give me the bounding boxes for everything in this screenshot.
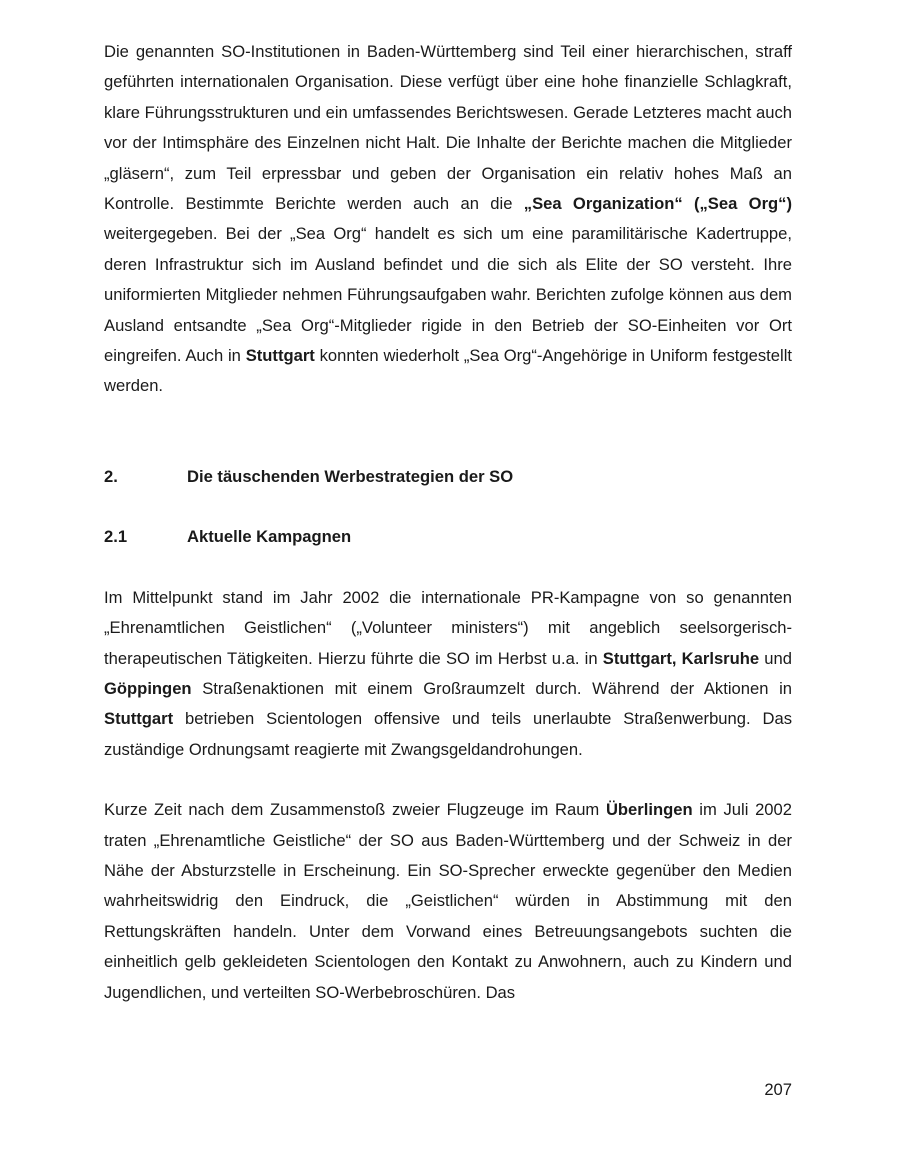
section-heading bbox=[104, 462, 792, 492]
bold-ueberlingen: Überlingen bbox=[605, 800, 693, 820]
bold-goeppingen: Göppingen bbox=[104, 678, 192, 698]
paragraph-sea-org: Die genannten SO-Institutionen in Baden-Württemberg sind Teil einer hierarchischen, straff geführten internationalen Organisation. Diese verfügt über eine hohe finanzielle Schlagkraft, klare Führungsstrukturen und ein umfassendes Berichtswesen. Gerade Letzteres macht auch vor der Intimsphäre des Einzelnen nicht Halt. Die Inhalte der Berichte machen die Mitglieder „gläsern“, zum Teil erpressbar und geben der Organisation ein relativ hohes Maß an Kontrolle. Bestimmte Berichte werden auch an die „Sea Organization“ („Sea Org“) weitergegeben. Bei der „Sea Org“ handelt es sich um eine paramilitärische Kadertruppe, deren Infrastruktur sich im Ausland befindet und die sich als Elite der SO versteht. Ihre uniformierten Mitglieder nehmen Führungsaufgaben wahr. Berichten zufolge können aus dem Ausland entsandte „Sea Org“-Mitglieder rigide in den Betrieb der SO-Einheiten vor Ort eingreifen. Auch in Stuttgart konnten wiederholt „Sea Org“-Angehörige in Uniform festgestellt werden. bbox=[104, 42, 792, 396]
bold-stuttgart: Stuttgart bbox=[245, 346, 315, 366]
document-page bbox=[104, 37, 792, 1008]
section-title: Die täuschenden Werbestrategien der SO bbox=[187, 466, 514, 486]
paragraph-campaign: Im Mittelpunkt stand im Jahr 2002 die internationale PR-Kampagne von so genannten „Ehrenamtlichen Geistlichen“ („Volunteer ministers“) mit angeblich seelsorgerisch-therapeutischen Tätigkeiten. Hierzu führte die SO im Herbst u.a. in Stuttgart, Karlsruhe und Göppingen Straßenaktionen mit einem Großraumzelt durch. Während der Aktionen in Stuttgart betrieben Scientologen offensive und teils unerlaubte Straßenwerbung. Das zuständige Ordnungsamt reagierte mit Zwangsgeldandrohungen. bbox=[104, 587, 792, 759]
paragraph-ueberlingen: Kurze Zeit nach dem Zusammenstoß zweier Flugzeuge im Raum Überlingen im Juli 2002 traten „Ehrenamtliche Geistliche“ der SO aus Baden-Württemberg und der Schweiz in der Nähe der Absturzstelle in Erscheinung. Ein SO-Sprecher erweckte gegenüber den Medien wahrheitswidrig den Eindruck, die „Geistlichen“ würden in Abstimmung mit den Rettungskräften handeln. Unter dem Vorwand eines Betreuungsangebots suchten die einheitlich gelb gekleideten Scientologen den Kontakt zu Anwohnern, auch zu Kindern und Jugendlichen, und verteilten SO-Werbebroschüren. Das bbox=[104, 800, 792, 1002]
bold-cities: Stuttgart, Karlsruhe bbox=[602, 648, 760, 668]
bold-sea-org: „Sea Organization“ („Sea Org“) bbox=[523, 194, 792, 214]
subsection-heading bbox=[104, 522, 792, 552]
page-number: 207 bbox=[764, 1080, 792, 1099]
subsection-number: 2.1 bbox=[104, 527, 128, 547]
subsection-title: Aktuelle Kampagnen bbox=[187, 527, 352, 547]
bold-stuttgart-2: Stuttgart bbox=[104, 709, 174, 729]
section-number: 2. bbox=[104, 466, 118, 486]
